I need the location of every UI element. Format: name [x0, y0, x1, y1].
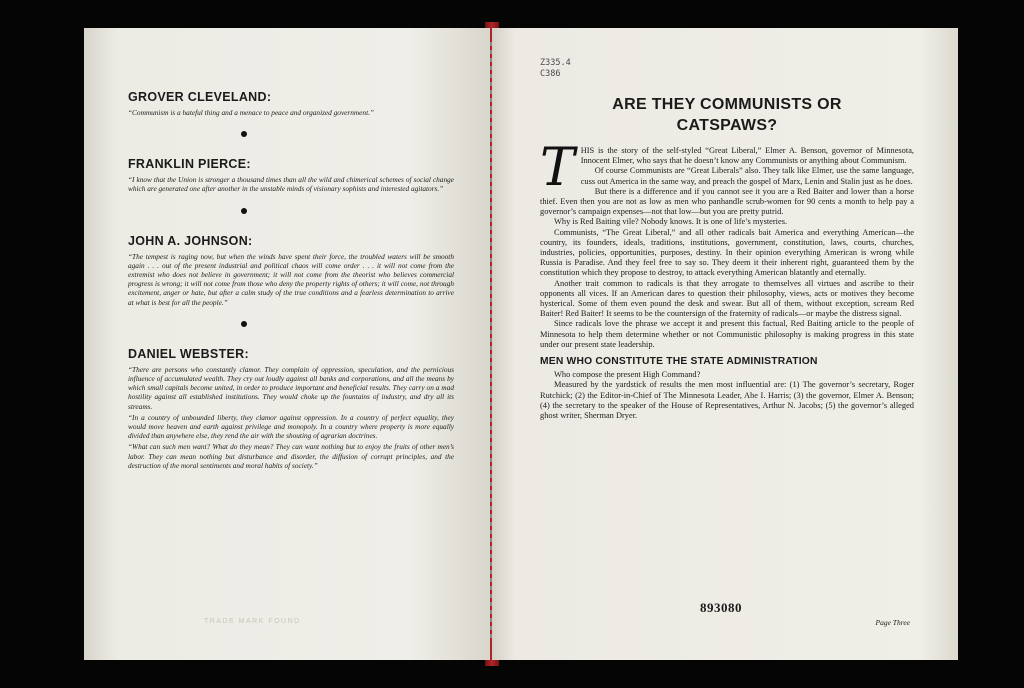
call-number-line: Z335.4 — [540, 58, 571, 68]
entry-webster — [128, 347, 460, 470]
section-heading: MEN WHO CONSTITUTE THE STATE ADMINISTRATION — [540, 356, 818, 368]
title-line: CATSPAWS? — [676, 117, 778, 134]
article-body — [540, 138, 914, 421]
article-title — [540, 94, 914, 136]
quote-text: “I know that the Union is stronger a thousand times than all the wild and chimerical schemes of social change which are generated one after another in the unstable minds of visionary sophists and interested agitators.” — [128, 175, 454, 194]
paragraph: But there is a difference and if you cannot see it you are a Red Baiter and lower than a horse thief. Even then you are not as low as men who panhandle scrub-women for 90 cents a month to help pay a governor’s campaign expenses—not that low—but you are pretty putrid. — [540, 186, 914, 217]
open-book — [80, 22, 960, 666]
paragraph: Another trait common to radicals is that they arrogate to themselves all virtues and ascribe to their opponents all vices. If an American dares to question their philosophy, views, acts or motives they become hysterical. Some of them even pound the desk and swear. But all of them, without exception, scream Red Baiter! Red Baiter! It seems to be the countersign of the fraternity of radicals—or maybe the distress signal. — [540, 278, 914, 319]
speaker-name: DANIEL WEBSTER: — [128, 346, 249, 361]
right-page — [492, 28, 958, 660]
bullet-separator — [241, 131, 247, 137]
paragraph: Who compose the present High Command? — [554, 370, 701, 380]
paragraph: Measured by the yardstick of results the men most influential are: (1) The governor’s secretary, Roger Rutchick; (2) the Editor-in-Chief of The Minnesota Leader, Abe I. Harris; (3) the governor, Elmer A. Benson; (4) the secretary to the speaker of the House of Representatives, Arthur N. Jacobs; (5) the governor’s alleged ghost writer, Sherman Dryer. — [540, 380, 914, 421]
speaker-name: JOHN A. JOHNSON: — [128, 233, 253, 248]
speaker-name: FRANKLIN PIERCE: — [128, 157, 251, 172]
left-page — [84, 28, 490, 660]
bullet-separator — [241, 208, 247, 214]
call-number-line: C386 — [540, 69, 561, 79]
paragraph: Since radicals love the phrase we accept it and present this factual, Red Baiting article to the people of Minnesota to help them determine whether or not Communistic philosophy is making progress in this state under our present state leadership. — [540, 319, 914, 349]
quote-text: “The tempest is raging now, but when the winds have spent their force, the troubled waters will be smooth again . . . out of the present industrial and political chaos will come order . . . it will not come from the extremist who does not believe in government; it will not come from the theorist who believes commercial progress is wrong; it will not come from those who deny the property rights of others; it will come, not through excitement, anger or hate, but after a calm study of the true conditions and a fearless determination to arrive at what is best for all the people.” — [128, 251, 454, 307]
quote-text: “What can such men want? What do they mean? They can want nothing but to enjoy the fruits of other men’s labor. They can mean nothing but disturbance and disorder, the diffusion of corrupt principles, and the destruction of the moral sentiments and moral habits of society.” — [128, 442, 454, 470]
dropcap-letter: T — [540, 138, 575, 198]
accession-stamp: 893080 — [700, 600, 742, 615]
paragraph: Why is Red Baiting vile? Nobody knows. It is one of life’s mysteries. — [554, 217, 788, 227]
speaker-name: GROVER CLEVELAND: — [128, 90, 272, 104]
quote-text: “There are persons who constantly clamor. They complain of oppression, speculation, and the pernicious influence of accumulated wealth. They cry out loudly against all banks and corporations, and all the means by which small capitals become united, in order to produce important and beneficial results. They carry on a mad hostility against all established institutions. They would choke up the fountains of industry, and dry all its streams. — [128, 364, 454, 411]
quote-text: “In a country of unbounded liberty, they clamor against oppression. In a country of perfect equality, they would move heaven and earth against privilege and monopoly. In a country where property is more equally divided than anywhere else, they rend the air with the shouting of agrarian doctrines. — [128, 412, 454, 441]
entry-cleveland — [128, 90, 460, 117]
paragraph: Communists, “The Great Liberal,” and all other radicals bait America and everything American—the country, its founders, ideals, traditions, institutions, government, constitution, laws, courts, churches, industries, policies, opportunities, purposes, destiny. In their opinion everything American is wrong while Russia is Paradise. And they feel free to say so. They deem it their inherent right, guaranteed them by the constitution which they propose to destroy, to attack everything American blatantly and eternally. — [540, 227, 914, 278]
call-number — [540, 58, 571, 80]
paragraph: Of course Communists are “Great Liberals” also. They talk like Elmer, use the same language, cuss out America in the same way, and preach the gospel of Marx, Lenin and Stalin just as he does. — [580, 166, 914, 186]
entry-johnson — [128, 234, 460, 307]
entry-pierce — [128, 157, 460, 193]
faded-stamp: TRADE MARK FOUND — [204, 618, 301, 625]
title-line: ARE THEY COMMUNISTS OR — [612, 96, 842, 113]
quote-text: “Communism is a hateful thing and a menace to peace and organized government.” — [128, 108, 374, 117]
paragraph-text: HIS is the story of the self-styled “Great Liberal,” Elmer A. Benson, governor of Minnesota, Innocent Elmer, who says that he doesn’t know any Communists or anything about Communism. — [580, 146, 914, 166]
page-number: Page Three — [875, 618, 910, 627]
bullet-separator — [241, 321, 247, 327]
